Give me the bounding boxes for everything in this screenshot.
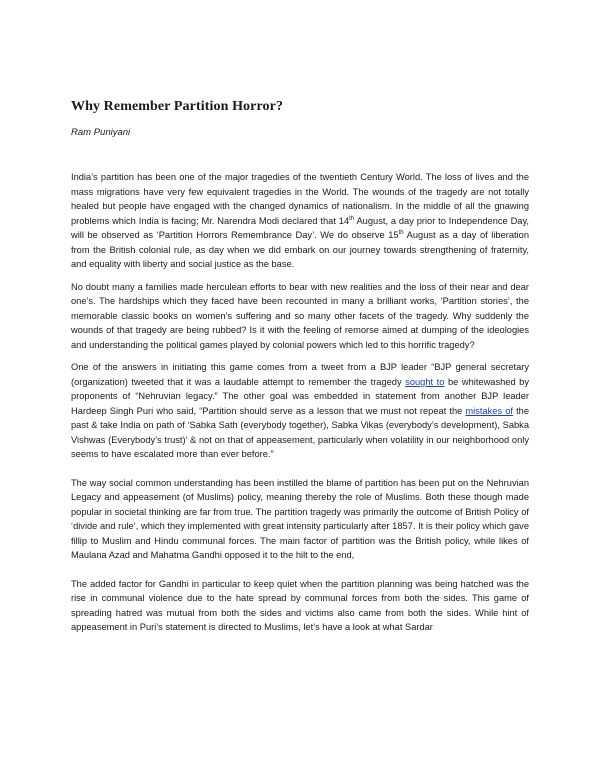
- paragraph-1-text-c: August as a day of liberation from the British colonial rule, as day when we did embark on our journey towards strengthening of fraternity, and equality with liberty and social justice as the base.: [71, 230, 530, 269]
- paragraph-3: [71, 360, 529, 462]
- superscript-th: th: [398, 229, 404, 236]
- article-author: Ram Puniyani: [71, 127, 131, 138]
- article-title: Why Remember Partition Horror?: [71, 99, 284, 114]
- paragraph-1-text-a: India’s partition has been one of the major tragedies of the twentieth Century World. The loss of lives and the mass migrations have very few equivalent tragedies in the World. The wounds of the tragedy are not totally healed but people have engaged with the changed dynamics of nationalism. In the middle of all the gnawing problems which India is facing; Mr. Narendra Modi declared that 14: [71, 172, 529, 226]
- paragraph-1: [71, 170, 529, 272]
- article-body: [71, 170, 529, 643]
- paragraph-5: The added factor for Gandhi in particular to keep quiet when the partition planning was being hatched was the rise in communal violence due to the hate spread by communal forces from both the sides. This game of spreading hatred was mutual from both the sides and victims also came from both the sides. While hint of appeasement in Puri’s statement is directed to Muslims, let’s have a look at what Sardar: [71, 578, 529, 632]
- paragraph-3-text-b: be whitewashed by proponents of “Nehruvian legacy.” The other goal was embedded in statement from another BJP leader Hardeep Singh Puri who said, “Partition should serve as a lesson that we must not repeat the: [71, 376, 530, 416]
- superscript-th: th: [349, 215, 355, 222]
- paragraph-3-text-c: the past & take India on path of ‘Sabka Sath (everybody together), Sabka Vikas (everybody’s development), Sabka Vishwas (Everybody’s trust)’ & not on that of appeasement, particularly when volatility in our neighborhood only seems to have escalated more than ever before.”: [71, 405, 529, 459]
- paragraph-3-text-a: One of the answers in initiating this game comes from a tweet from a BJP leader “BJP general secretary (organization) tweeted that it was a laudable attempt to remember the tragedy: [71, 362, 529, 387]
- paragraph-1-text-b: August, a day prior to Independence Day, will be observed as ‘Partition Horrors Remembrance Day’. We do observe 15: [71, 215, 529, 240]
- paragraph-2: No doubt many a families made herculean efforts to bear with new realities and the loss of their near and dear one’s. The hardships which they faced have been recounted in many a brilliant works, ‘Partition stories’, the memorable classic books on women’s suffering and so many other facets of the tragedy. Why suddenly the wounds of that tragedy are being rubbed? Is it with the feeling of remorse aimed at dumping of the ideologies and understanding the political games played by colonial powers which led to this horrific tragedy?: [71, 281, 529, 350]
- link-sought-to[interactable]: sought to: [405, 376, 445, 387]
- link-mistakes-of[interactable]: mistakes of: [465, 405, 513, 416]
- paragraph-4: The way social common understanding has been instilled the blame of partition has been put on the Nehruvian Legacy and appeasement (of Muslims) policy, meaning thereby the role of Muslims. Both these though made popular in societal thinking are far from true. The partition tragedy was primarily the outcome of British Policy of ‘divide and rule’, which they implemented with great intensity particularly after 1857. It is their policy which gave fillip to Muslim and Hindu communal forces. The main factor of partition was the British policy, while likes of Maulana Azad and Mahatma Gandhi opposed it to the hilt to the end,: [71, 477, 529, 560]
